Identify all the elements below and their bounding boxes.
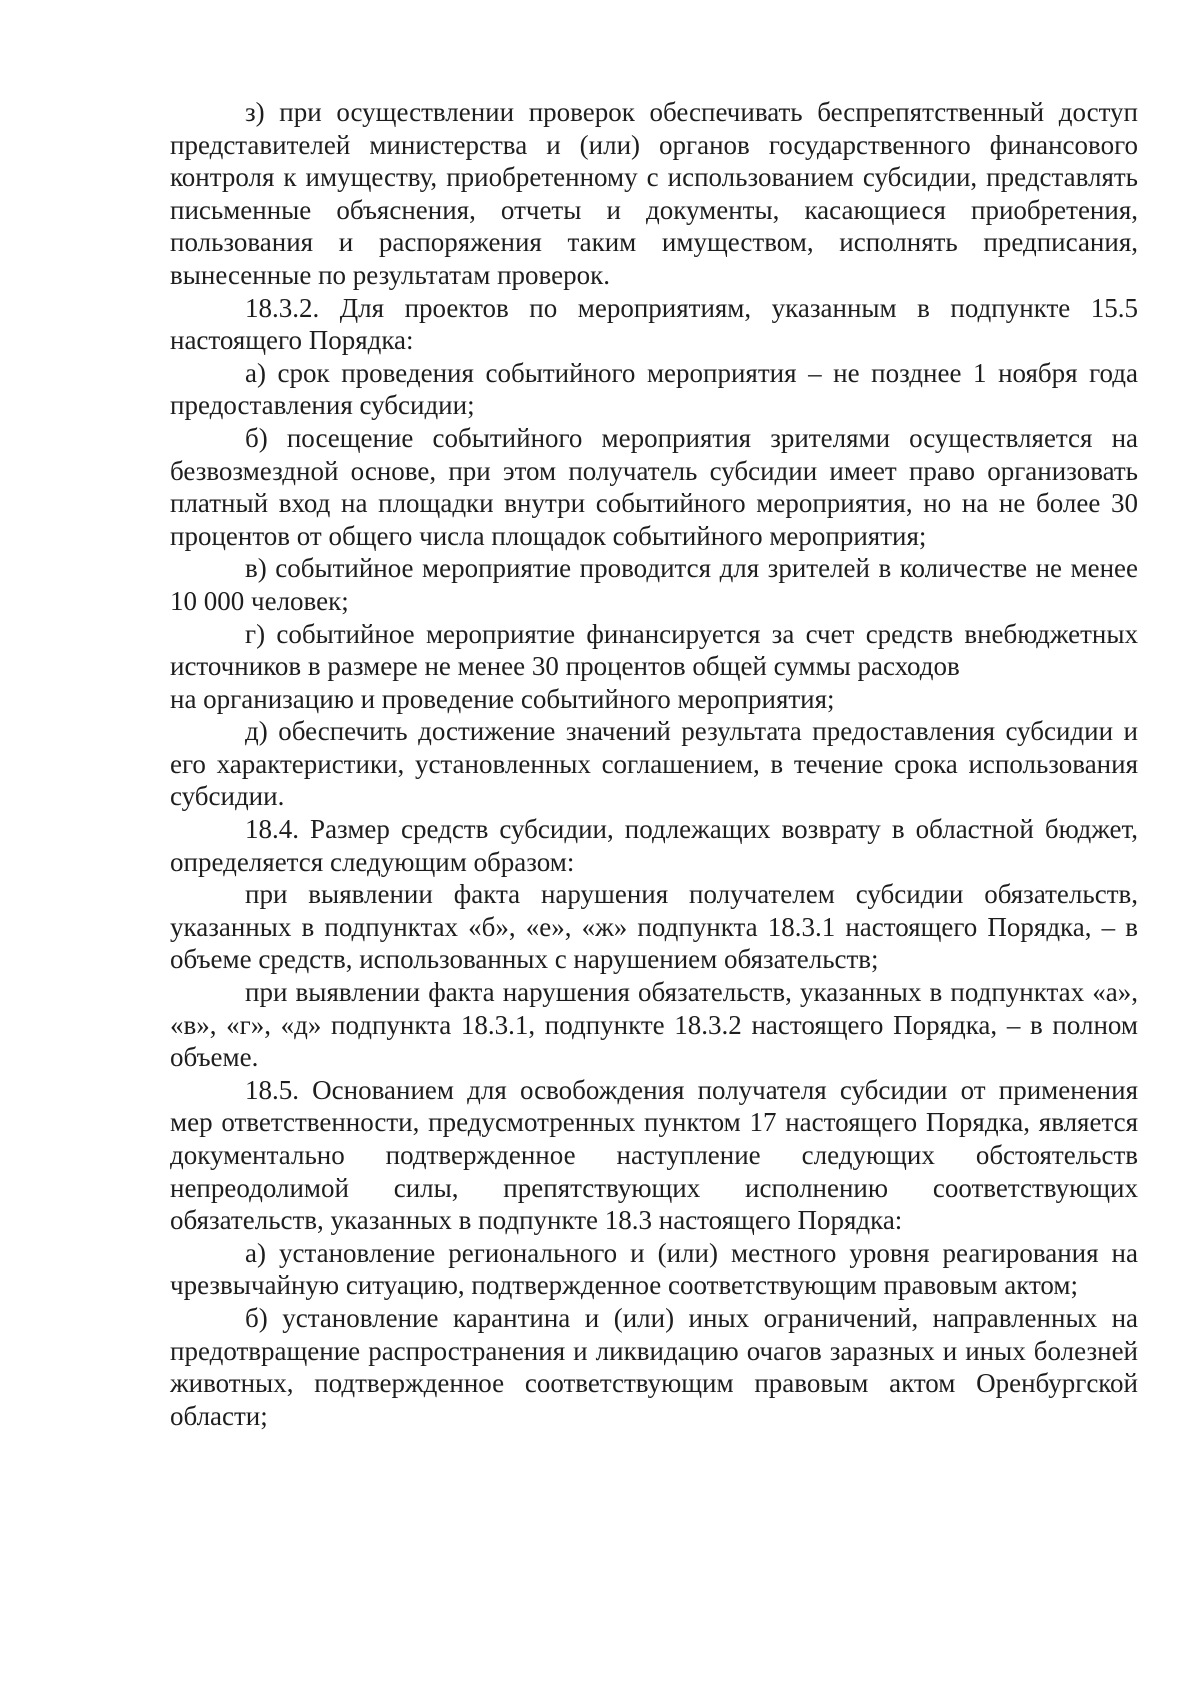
paragraph-18-3-2: 18.3.2. Для проектов по мероприятиям, указанным в подпункте 15.5 настоящего Порядка:: [170, 292, 1138, 356]
paragraph-b-quarantine: б) установление карантина и (или) иных ограничений, направленных на предотвращение распространения и ликвидацию очагов заразных и иных болезней животных, подтвержденное соответствующим правовым актом Оренбургской области;: [170, 1302, 1138, 1431]
paragraph-v-spectators-count: в) событийное мероприятие проводится для зрителей в количестве не менее 10 000 человек;: [170, 553, 1138, 616]
paragraph-a-emergency: а) установление регионального и (или) местного уровня реагирования на чрезвычайную ситуацию, подтвержденное соответствующим правовым актом;: [170, 1237, 1138, 1301]
paragraph-a-event-deadline: а) срок проведения событийного мероприятия – не позднее 1 ноября года предоставления субсидии;: [170, 357, 1138, 421]
paragraph-partial-refund: при выявлении факта нарушения получателем субсидии обязательств, указанных в подпунктах «б», «е», «ж» подпункта 18.3.1 настоящего Порядка, – в объеме средств, использованных с нарушением обязательств;: [170, 879, 1138, 975]
paragraph-b-free-attendance: б) посещение событийного мероприятия зрителями осуществляется на безвозмездной основе, при этом получатель субсидии имеет право организовать платный вход на площадки внутри событийного мероприятия, но на не более 30 процентов от общего числа площадок событийного мероприятия;: [170, 422, 1138, 551]
paragraph-d-result-values: д) обеспечить достижение значений результата предоставления субсидии и его характеристики, установленных соглашением, в течение срока использования субсидии.: [170, 716, 1138, 812]
paragraph-18-4: 18.4. Размер средств субсидии, подлежащих возврату в областной бюджет, определяется следующим образом:: [170, 814, 1138, 877]
document-page: [170, 96, 1138, 1432]
paragraph-g-extrabudgetary-funding: г) событийное мероприятие финансируется за счет средств внебюджетных источников в размере не менее 30 процентов общей суммы расходов: [170, 618, 1138, 682]
paragraph-full-refund: при выявлении факта нарушения обязательств, указанных в подпунктах «а», «в», «г», «д» подпункта 18.3.1, подпункте 18.3.2 настоящего Порядка, – в полном объеме.: [170, 977, 1138, 1073]
paragraph-18-5: 18.5. Основанием для освобождения получателя субсидии от применения мер ответственности, предусмотренных пунктом 17 настоящего Порядка, является документально подтвержденное наступление следующих обстоятельств непреодолимой силы, препятствующих исполнению соответствующих обязательств, указанных в подпункте 18.3 настоящего Порядка:: [170, 1074, 1138, 1236]
paragraph-z-inspections-access: з) при осуществлении проверок обеспечивать беспрепятственный доступ представителей министерства и (или) органов государственного финансового контроля к имуществу, приобретенному с использованием субсидии, представлять письменные объяснения, отчеты и документы, касающиеся приобретения, пользования и распоряжения таким имуществом, исполнять предписания, вынесенные по результатам проверок.: [170, 97, 1138, 290]
paragraph-g-continuation: на организацию и проведение событийного мероприятия;: [170, 683, 835, 714]
